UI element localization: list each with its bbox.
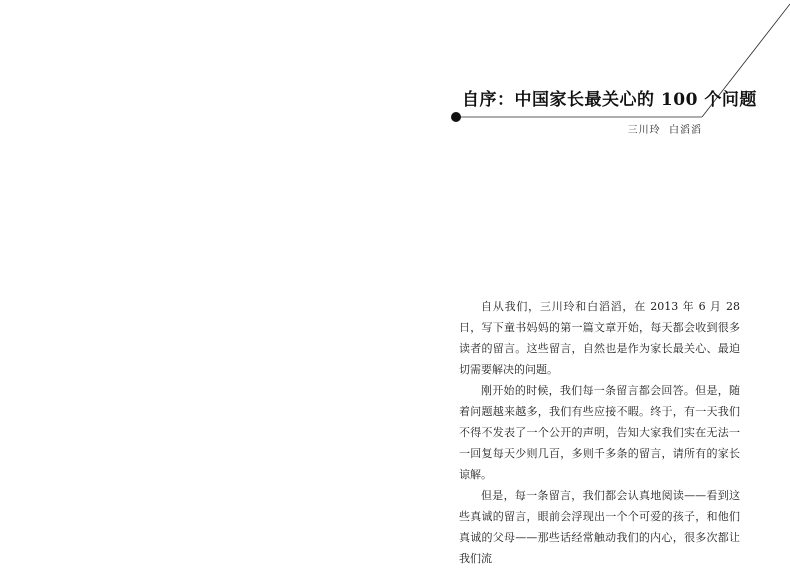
author-names: 三川玲 白滔滔 bbox=[627, 125, 702, 136]
paragraph: 自从我们，三川玲和白滔滔，在 2013 年 6 月 28 日，写下童书妈妈的第一篇文章开始，每天都会收到很多读者的留言。这些留言，自然也是作为家长最关心、最迫切需要解决的问题。 bbox=[459, 300, 740, 376]
paragraph: 但是，每一条留言，我们都会认真地阅读——看到这些真诚的留言，眼前会浮现出一个个可爱的孩子，和他们真诚的父母——那些话经常触动我们的内心，很多次都让我们流 bbox=[459, 489, 740, 565]
page-title: 自序：中国家长最关心的 100 个问题 bbox=[462, 90, 757, 110]
bullet-dot-icon bbox=[451, 112, 461, 122]
paragraph: 刚开始的时候，我们每一条留言都会回答。但是，随着问题越来越多，我们有些应接不暇。终于，有一天我们不得不发表了一个公开的声明，告知大家我们实在无法一一回复每天少则几百，多则千多条的留言，请所有的家长谅解。 bbox=[459, 384, 740, 481]
body-text bbox=[459, 296, 740, 569]
